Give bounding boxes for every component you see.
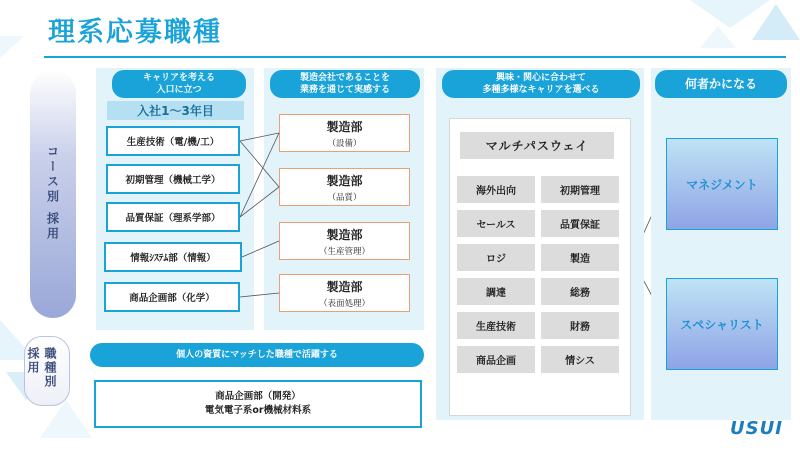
- col4-header: 何者かになる: [655, 70, 787, 98]
- role-specialist: スペシャリスト: [666, 278, 778, 370]
- connector-line: [240, 133, 279, 217]
- col3-header-line2: 多種多様なキャリアを選べる: [482, 85, 600, 95]
- course-recruit-text: コース別 採用: [45, 145, 60, 243]
- col2-item-main: 製造部: [326, 279, 363, 294]
- col1-header-line1: キャリアを考える: [142, 72, 215, 83]
- job-recruit-text: 職種別 採用: [26, 347, 57, 389]
- bottom-job-line1: 商品企画部（開発）: [215, 390, 301, 402]
- role-management: マネジメント: [666, 138, 778, 230]
- career-cell: 品質保証: [541, 210, 619, 237]
- col2-item-main: 製造部: [326, 119, 363, 134]
- connector-line: [240, 141, 279, 187]
- career-cell: 財務: [541, 312, 619, 339]
- bottom-job-box: [94, 380, 422, 428]
- page-title: 理系応募職種: [48, 17, 222, 48]
- col3-header: [442, 70, 640, 98]
- career-cell: 初期管理: [541, 176, 619, 203]
- career-cell: 情シス: [541, 346, 619, 373]
- col1-item: 商品企画部（化学）: [104, 282, 240, 312]
- col2-item-main: 製造部: [326, 173, 363, 188]
- col2-header-line2: 業務を通じて実感する: [299, 85, 390, 95]
- col2-item-sub: （設備）: [327, 138, 362, 149]
- career-cell: 製造: [541, 244, 619, 271]
- multipath-title: マルチパスウェイ: [460, 132, 614, 159]
- col1-item: 初期管理（機械工学）: [106, 164, 240, 194]
- usui-logo: USUI: [730, 418, 783, 439]
- col2-item-sub: （表面処理）: [318, 298, 370, 309]
- connector-line: [242, 241, 279, 257]
- col1-header-line2: 入口に立つ: [156, 85, 202, 95]
- career-cell: 海外出向: [457, 176, 535, 203]
- col1-subheader: 入社1～3年目: [107, 101, 244, 120]
- bottom-header: 個人の資質にマッチした職種で活躍する: [90, 343, 424, 367]
- col1-item: 品質保証（理系学部）: [106, 202, 240, 232]
- career-cell: 総務: [541, 278, 619, 305]
- col2-item-sub: （品質）: [327, 192, 362, 203]
- bottom-job-line2: 電気電子系or機械材料系: [204, 405, 312, 416]
- career-cell: 調達: [457, 278, 535, 305]
- col2-header-line1: 製造会社であることを: [299, 72, 390, 83]
- career-cell: ロジ: [457, 244, 535, 271]
- connector-line: [240, 133, 279, 141]
- col1-item: 生産技術（電/機/工）: [106, 126, 240, 156]
- connector-line: [240, 187, 279, 217]
- career-cell: 商品企画: [457, 346, 535, 373]
- career-cell: セールス: [457, 210, 535, 237]
- col1-item: 情報ｼｽﾃﾑ部（情報）: [104, 242, 242, 272]
- col3-header-line1: 興味・関心に合わせて: [495, 72, 586, 83]
- career-cell: 生産技術: [457, 312, 535, 339]
- col2-item-sub: （生産管理）: [318, 246, 370, 257]
- col2-item-main: 製造部: [326, 227, 363, 242]
- connector-line: [240, 293, 279, 297]
